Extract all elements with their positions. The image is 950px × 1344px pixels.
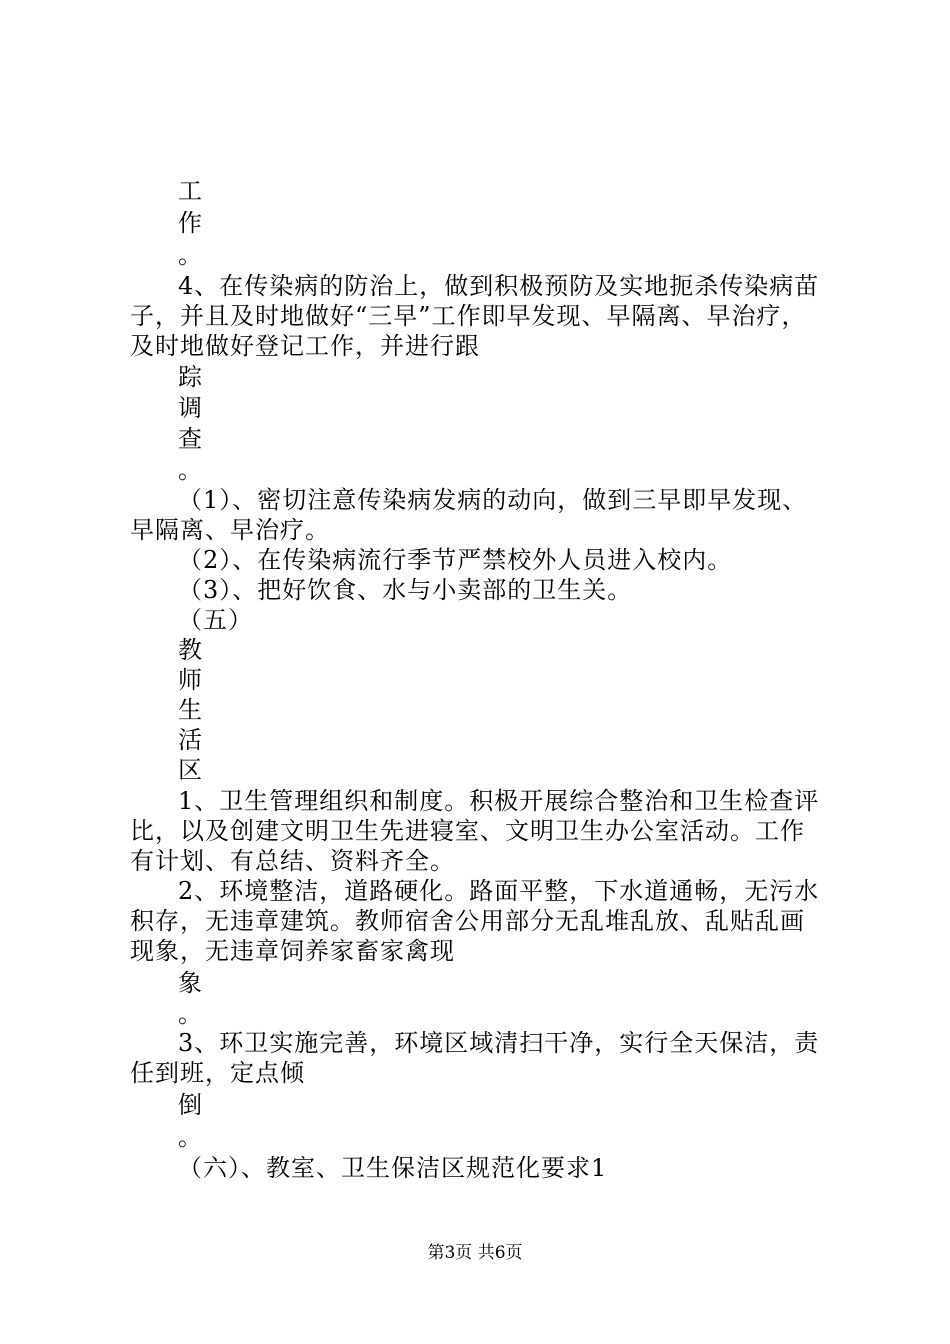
text-line: 比，以及创建文明卫生先进寝室、文明卫生办公室活动。工作 <box>130 817 805 845</box>
text-line: （1）、密切注意传染病发病的动向，做到三早即早发现、 <box>178 486 808 514</box>
text-line: 查 <box>178 425 203 453</box>
text-line: 生 <box>178 696 203 724</box>
text-line: 。 <box>178 241 203 269</box>
text-line: （六）、教室、卫生保洁区规范化要求1 <box>178 1154 608 1182</box>
text-line: 象 <box>178 969 203 997</box>
text-line: 4、在传染病的防治上，做到积极预防及实地扼杀传染病苗 <box>178 272 820 300</box>
text-line: 积存，无违章建筑。教师宿舍公用部分无乱堆乱放、乱贴乱画 <box>130 907 805 935</box>
text-line: 。 <box>178 1000 203 1028</box>
text-line: 活 <box>178 726 203 754</box>
text-line: 。 <box>178 1123 203 1151</box>
text-line: 倒 <box>178 1091 203 1119</box>
page-number-footer: 第3页 共6页 <box>427 1243 523 1263</box>
text-line: 工 <box>178 177 203 205</box>
text-line: 作 <box>178 209 203 237</box>
text-line: 调 <box>178 394 203 422</box>
text-line: 及时地做好登记工作，并进行跟 <box>130 332 480 360</box>
text-line: 子，并且及时地做好“三早”工作即早发现、早隔离、早治疗， <box>130 302 807 330</box>
text-line: 有计划、有总结、资料齐全。 <box>130 847 455 875</box>
text-line: 任到班，定点倾 <box>130 1059 305 1087</box>
text-line: 3、环卫实施完善，环境区域清扫干净，实行全天保洁，责 <box>178 1029 820 1057</box>
text-line: 现象，无违章饲养家畜家禽现 <box>130 937 455 965</box>
text-line: 教 <box>178 636 203 664</box>
text-line: 踪 <box>178 363 203 391</box>
text-line: 区 <box>178 756 203 784</box>
text-line: 1、卫生管理组织和制度。积极开展综合整治和卫生检查评 <box>178 787 820 815</box>
text-line: （2）、在传染病流行季节严禁校外人员进入校内。 <box>178 546 733 574</box>
text-line: （3）、把好饮食、水与小卖部的卫生关。 <box>178 576 633 604</box>
text-line: 早隔离、早治疗。 <box>130 516 330 544</box>
text-line: 2、环境整洁，道路硬化。路面平整，下水道通畅，无污水 <box>178 877 820 905</box>
text-line: （五） <box>178 606 253 634</box>
text-line: 师 <box>178 666 203 694</box>
text-line: 。 <box>178 456 203 484</box>
